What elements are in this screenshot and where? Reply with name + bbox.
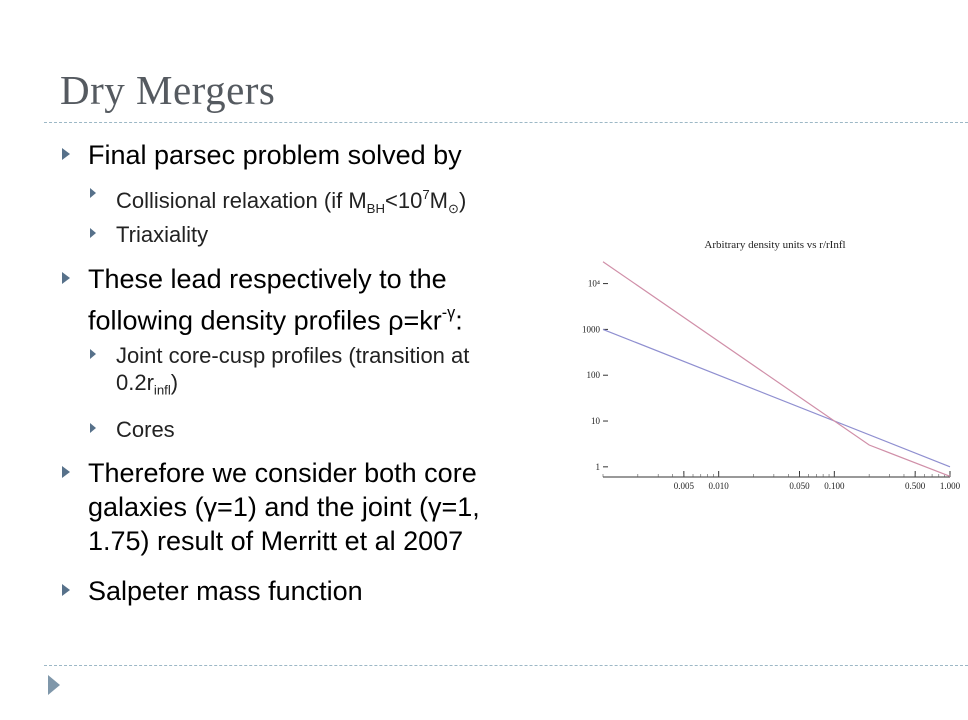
bullet-arrow-icon — [90, 349, 96, 359]
x-tick-label: 0.500 — [905, 481, 926, 491]
series-line-core — [603, 329, 950, 466]
bullet-text: Therefore we consider both core galaxies (γ=1) and the joint (γ=1, 1.75) result of Merritt et al 2007 — [88, 458, 480, 556]
bullet-text: Triaxiality — [116, 222, 209, 247]
bullet-text: Collisional relaxation (if $M_{BH}<10^7M_⊙$) — [116, 187, 467, 216]
bullet-text: Final parsec problem solved by — [88, 140, 462, 170]
bullet-arrow-icon — [62, 272, 70, 284]
slide-nav-arrow-icon — [48, 675, 60, 695]
series-line-joint-core-cusp — [603, 262, 950, 477]
x-tick-label: 0.005 — [673, 481, 694, 491]
subbullet-triaxiality — [90, 221, 208, 248]
bullet-arrow-icon — [90, 423, 96, 433]
bullet-text: Cores — [116, 417, 175, 442]
x-tick-label: 0.100 — [824, 481, 845, 491]
chart-series — [603, 262, 950, 477]
bullet-final-parsec — [62, 138, 462, 172]
y-tick-label: 1000 — [582, 324, 600, 335]
slide-title: Dry Mergers — [60, 67, 276, 113]
bullet-density-profiles — [62, 262, 463, 337]
chart-title: Arbitrary density units vs r/rInfl — [704, 239, 846, 251]
x-ticks — [603, 471, 961, 491]
subbullet-collisional-relaxation — [90, 181, 466, 222]
title-divider — [44, 122, 968, 123]
bullet-arrow-icon — [90, 228, 96, 238]
y-ticks — [582, 279, 608, 472]
bullet-arrow-icon — [90, 188, 96, 198]
density-profile-chart — [582, 232, 961, 492]
x-tick-label: 1.000 — [939, 481, 961, 491]
footer-divider — [44, 665, 968, 666]
bullet-arrow-icon — [62, 148, 70, 160]
subbullet-joint-core-cusp — [90, 342, 469, 404]
bullet-text: These lead respectively to the following density profiles $\rho=kr^{-\gamma}$: — [88, 264, 463, 336]
bullet-text: Joint core-cusp profiles (transition at $0.2r_{infl}$) — [116, 343, 470, 398]
bullet-arrow-icon — [62, 584, 70, 596]
x-tick-label: 0.010 — [708, 481, 729, 491]
y-tick-label: 100 — [586, 370, 600, 381]
subbullet-cores — [90, 416, 175, 443]
y-tick-label: 10 — [591, 416, 600, 427]
bullet-salpeter — [62, 574, 363, 608]
y-tick-label: 10⁴ — [587, 278, 600, 289]
bullet-arrow-icon — [62, 466, 70, 478]
x-tick-label: 0.050 — [789, 481, 810, 491]
bullet-therefore — [62, 456, 480, 558]
y-tick-label: 1 — [595, 461, 600, 472]
bullet-text: Salpeter mass function — [88, 576, 363, 606]
